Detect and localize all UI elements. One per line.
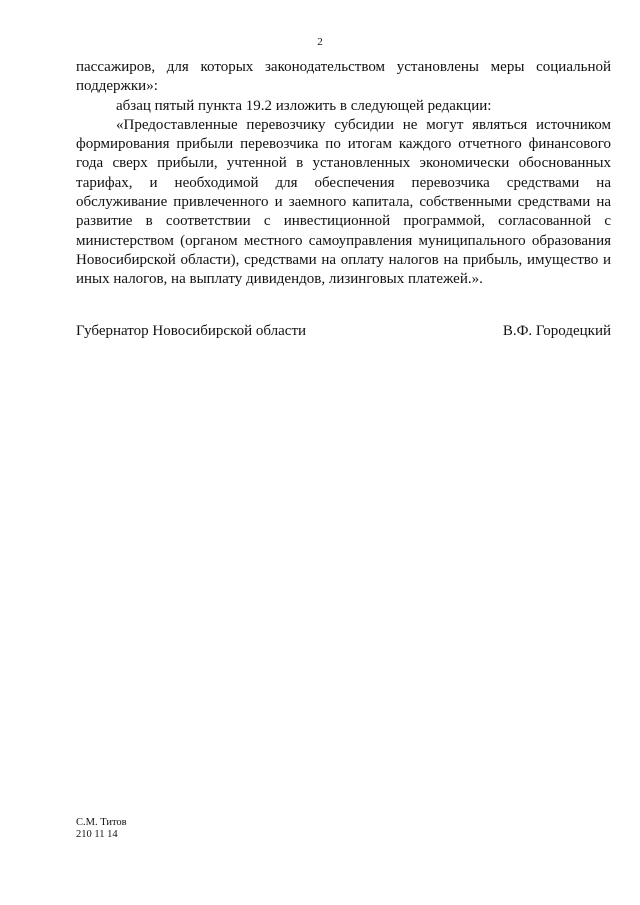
signatory-name: В.Ф. Городецкий xyxy=(502,323,611,339)
executor-phone: 210 11 14 xyxy=(76,829,118,840)
paragraph-continuation: пассажиров, для которых законодательством установлены меры социальной поддержки»: xyxy=(76,59,611,95)
signature-block xyxy=(76,322,611,341)
signatory-position: Губернатор Новосибирской области xyxy=(76,323,307,339)
paragraph-instruction: абзац пятый пункта 19.2 изложить в следующей редакции: xyxy=(116,97,492,114)
document-body xyxy=(76,58,611,290)
executor-name: С.М. Титов xyxy=(76,817,127,828)
page-number: 2 xyxy=(317,36,323,48)
paragraph-amendment-text: «Предоставленные перевозчику субсидии не могут являться источником формирования прибыли перевозчика по итогам каждого отчетного финансового года сверх прибыли, учтенной в установленных экономически обоснованных тарифах, и необходимой для обеспечения перевозчика средствами на обслуживание привлеченного и заемного капитала, собственными средствами на развитие в соответствии с инвестиционной программой, согласованной с министерством (органом местного самоуправления муниципального образования Новосибирской области), средствами на оплату налогов на прибыль, имущество и иных налогов, на выплату дивидендов, лизинговых платежей.». xyxy=(76,116,611,288)
executor-footer xyxy=(76,817,127,841)
